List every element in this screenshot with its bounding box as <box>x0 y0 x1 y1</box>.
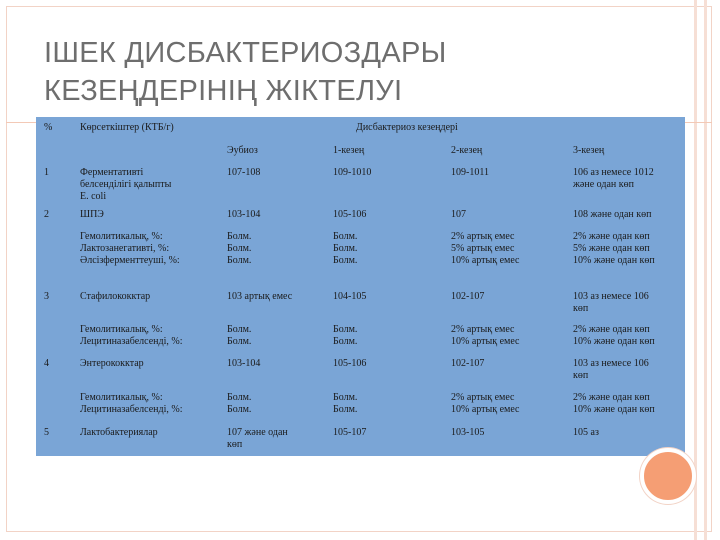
row-4-stage-2: 102-107 <box>451 358 485 369</box>
row-2-sub-stage-2: 2% артық емес 5% артық емес 10% артық емес <box>451 231 520 266</box>
row-4-sub-stage-1: Болм. Болм. <box>333 392 358 415</box>
decorative-stripe-right <box>704 0 707 540</box>
row-2-sub-stage-1: Болм. Болм. Болм. <box>333 231 358 266</box>
row-3-num: 3 <box>44 291 49 302</box>
row-3-sub-eubiosis: Болм. Болм. <box>227 324 252 347</box>
row-3-sub-stage-1: Болм. Болм. <box>333 324 358 347</box>
row-3-eubiosis: 103 артық емес <box>227 291 293 302</box>
row-1-stage-1: 109-1010 <box>333 167 372 178</box>
decorative-stripe-left <box>694 0 697 540</box>
row-2-sub-indicator: Гемолитикалық, %: Лактозанегативті, %: Әлсізферменттеуші, %: <box>80 231 180 266</box>
row-1-indicator: Ферментативті белсенділігі қалыпты E. coli <box>80 167 172 202</box>
row-2-sub-stage-3: 2% және одан көп 5% және одан көп 10% және одан көп <box>573 231 655 266</box>
header-num: % <box>44 122 53 133</box>
row-1-stage-2: 109-1011 <box>451 167 489 178</box>
row-5-stage-3: 105 аз <box>573 427 599 438</box>
row-4-stage-1: 105-106 <box>333 358 367 369</box>
header-stage-1: 1-кезең <box>333 145 365 156</box>
row-3-sub-indicator: Гемолитикалық, %: Лецитиназабелсенді, %: <box>80 324 183 347</box>
row-3-stage-3: 103 аз немесе 106 көп <box>573 291 649 314</box>
row-5-stage-1: 105-107 <box>333 427 367 438</box>
decorative-circle <box>640 448 696 504</box>
row-4-stage-3: 103 аз немесе 106 көп <box>573 358 649 381</box>
row-5-stage-2: 103-105 <box>451 427 485 438</box>
row-2-stage-1: 105-106 <box>333 209 367 220</box>
row-1-eubiosis: 107-108 <box>227 167 261 178</box>
row-3-sub-stage-3: 2% және одан көп 10% және одан көп <box>573 324 655 347</box>
row-3-stage-1: 104-105 <box>333 291 367 302</box>
row-1-num: 1 <box>44 167 49 178</box>
row-4-indicator: Энтерококктар <box>80 358 144 369</box>
row-2-indicator: ШПЭ <box>80 209 104 220</box>
row-2-sub-eubiosis: Болм. Болм. Болм. <box>227 231 252 266</box>
row-1-stage-3: 106 аз немесе 1012 және одан көп <box>573 167 654 190</box>
row-4-sub-eubiosis: Болм. Болм. <box>227 392 252 415</box>
row-4-eubiosis: 103-104 <box>227 358 261 369</box>
header-stage-3: 3-кезең <box>573 145 605 156</box>
row-4-sub-stage-3: 2% және одан көп 10% және одан көп <box>573 392 655 415</box>
header-stage-eubiosis: Эубиоз <box>227 145 258 156</box>
row-3-stage-2: 102-107 <box>451 291 485 302</box>
header-stage-2: 2-кезең <box>451 145 483 156</box>
header-indicator: Көрсеткіштер (КТБ/г) <box>80 122 174 133</box>
row-5-eubiosis: 107 және одан көп <box>227 427 288 450</box>
row-4-num: 4 <box>44 358 49 369</box>
row-5-indicator: Лактобактериялар <box>80 427 158 438</box>
row-2-stage-2: 107 <box>451 209 466 220</box>
row-4-sub-stage-2: 2% артық емес 10% артық емес <box>451 392 520 415</box>
row-5-num: 5 <box>44 427 49 438</box>
row-4-sub-indicator: Гемолитикалық, %: Лецитиназабелсенді, %: <box>80 392 183 415</box>
slide-title: ІШЕК ДИСБАКТЕРИОЗДАРЫ КЕЗЕҢДЕРІНІҢ ЖІКТЕЛУІ <box>44 37 447 107</box>
row-3-indicator: Стафилококктар <box>80 291 151 302</box>
row-2-eubiosis: 103-104 <box>227 209 261 220</box>
header-stages-group: Дисбактериоз кезеңдері <box>356 122 458 133</box>
row-2-num: 2 <box>44 209 49 220</box>
stages-table <box>36 117 685 456</box>
row-3-sub-stage-2: 2% артық емес 10% артық емес <box>451 324 520 347</box>
row-2-stage-3: 108 және одан көп <box>573 209 652 220</box>
